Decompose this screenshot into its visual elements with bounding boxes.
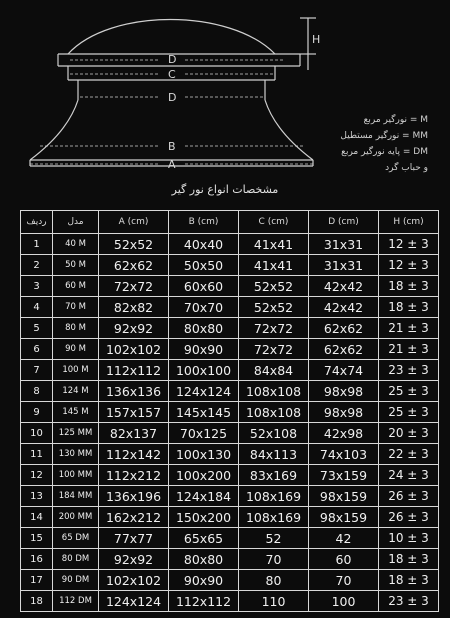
legend-item: و حباب گرد — [385, 163, 428, 173]
model-cell: 112 DM — [53, 591, 99, 612]
dim-b-cell: 124x124 — [169, 381, 239, 402]
dim-h-cell: 18 ± 3 — [379, 297, 439, 318]
dim-a-cell: 77x77 — [99, 528, 169, 549]
model-cell: 65 DM — [53, 528, 99, 549]
label-d-mid: D — [168, 91, 177, 104]
legend-item: MM = نورگیر مستطیل — [340, 131, 428, 141]
dim-b-cell: 112x112 — [169, 591, 239, 612]
model-cell: 70 M — [53, 297, 99, 318]
dim-a-cell: 124x124 — [99, 591, 169, 612]
model-cell: 90 DM — [53, 570, 99, 591]
dim-c-cell: 80 — [239, 570, 309, 591]
dim-h-cell: 20 ± 3 — [379, 423, 439, 444]
model-cell: 100 MM — [53, 465, 99, 486]
dim-a-cell: 62x62 — [99, 255, 169, 276]
dim-a-cell: 52x52 — [99, 234, 169, 255]
dim-d-cell: 62x62 — [309, 318, 379, 339]
dim-b-cell: 70x125 — [169, 423, 239, 444]
model-cell: 90 M — [53, 339, 99, 360]
dim-h-cell: 12 ± 3 — [379, 255, 439, 276]
dim-c-cell: 72x72 — [239, 339, 309, 360]
model-cell: 125 MM — [53, 423, 99, 444]
specs-table — [20, 210, 439, 612]
label-c: C — [168, 68, 176, 81]
dim-c-cell: 72x72 — [239, 318, 309, 339]
dim-h-cell: 25 ± 3 — [379, 381, 439, 402]
model-cell: 130 MM — [53, 444, 99, 465]
dim-b-cell: 40x40 — [169, 234, 239, 255]
dim-a-cell: 112x112 — [99, 360, 169, 381]
dim-h-cell: 18 ± 3 — [379, 570, 439, 591]
dim-a-cell: 92x92 — [99, 549, 169, 570]
legend-item: DM = پایه نورگیر مربع — [341, 147, 428, 157]
dim-h-cell: 10 ± 3 — [379, 528, 439, 549]
dim-a-cell: 136x136 — [99, 381, 169, 402]
model-cell: 184 MM — [53, 486, 99, 507]
table-title: مشخصات انواع نور گیر — [171, 183, 279, 196]
dim-c-cell: 108x108 — [239, 381, 309, 402]
dim-d-cell: 31x31 — [309, 255, 379, 276]
dim-d-cell: 98x159 — [309, 507, 379, 528]
table-row — [21, 528, 439, 549]
dim-a-cell: 72x72 — [99, 276, 169, 297]
dim-a-cell: 92x92 — [99, 318, 169, 339]
table-row — [21, 465, 439, 486]
row-number-cell: 15 — [21, 528, 53, 549]
dim-b-cell: 70x70 — [169, 297, 239, 318]
dim-d-cell: 62x62 — [309, 339, 379, 360]
header-model: مدل — [53, 211, 99, 234]
dim-h-cell: 18 ± 3 — [379, 549, 439, 570]
dim-d-cell: 98x159 — [309, 486, 379, 507]
dim-a-cell: 136x196 — [99, 486, 169, 507]
model-cell: 50 M — [53, 255, 99, 276]
header-c: C (cm) — [239, 211, 309, 234]
dim-c-cell: 52x108 — [239, 423, 309, 444]
row-number-cell: 10 — [21, 423, 53, 444]
dim-c-cell: 70 — [239, 549, 309, 570]
label-b: B — [168, 140, 176, 153]
dim-h-cell: 26 ± 3 — [379, 507, 439, 528]
dim-a-cell: 102x102 — [99, 339, 169, 360]
dim-c-cell: 41x41 — [239, 255, 309, 276]
row-number-cell: 14 — [21, 507, 53, 528]
table-row — [21, 234, 439, 255]
legend — [308, 112, 428, 176]
row-number-cell: 8 — [21, 381, 53, 402]
dim-b-cell: 80x80 — [169, 549, 239, 570]
dim-d-cell: 42x42 — [309, 297, 379, 318]
model-cell: 145 M — [53, 402, 99, 423]
model-cell: 60 M — [53, 276, 99, 297]
dim-b-cell: 100x200 — [169, 465, 239, 486]
dim-d-cell: 73x159 — [309, 465, 379, 486]
dim-d-cell: 100 — [309, 591, 379, 612]
dim-d-cell: 42 — [309, 528, 379, 549]
dim-b-cell: 65x65 — [169, 528, 239, 549]
row-number-cell: 13 — [21, 486, 53, 507]
dim-d-cell: 98x98 — [309, 381, 379, 402]
dim-d-cell: 60 — [309, 549, 379, 570]
dim-c-cell: 108x108 — [239, 402, 309, 423]
dim-c-cell: 84x84 — [239, 360, 309, 381]
table-row — [21, 255, 439, 276]
row-number-cell: 3 — [21, 276, 53, 297]
dim-c-cell: 52x52 — [239, 297, 309, 318]
table-row — [21, 507, 439, 528]
dim-d-cell: 74x103 — [309, 444, 379, 465]
row-number-cell: 4 — [21, 297, 53, 318]
table-row — [21, 360, 439, 381]
dim-c-cell: 41x41 — [239, 234, 309, 255]
dim-b-cell: 124x184 — [169, 486, 239, 507]
dim-d-cell: 98x98 — [309, 402, 379, 423]
dim-a-cell: 112x142 — [99, 444, 169, 465]
dim-c-cell: 84x113 — [239, 444, 309, 465]
table-row — [21, 549, 439, 570]
table-row — [21, 423, 439, 444]
dim-c-cell: 108x169 — [239, 507, 309, 528]
row-number-cell: 1 — [21, 234, 53, 255]
dim-d-cell: 42x98 — [309, 423, 379, 444]
dim-d-cell: 31x31 — [309, 234, 379, 255]
header-row-num: ردیف — [21, 211, 53, 234]
legend-item: M = نورگیر مربع — [363, 115, 428, 125]
dim-h-cell: 25 ± 3 — [379, 402, 439, 423]
dim-h-cell: 12 ± 3 — [379, 234, 439, 255]
dim-c-cell: 83x169 — [239, 465, 309, 486]
dim-b-cell: 50x50 — [169, 255, 239, 276]
table-header-row — [21, 211, 439, 234]
row-number-cell: 12 — [21, 465, 53, 486]
label-a: A — [168, 158, 176, 171]
row-number-cell: 6 — [21, 339, 53, 360]
dim-h-cell: 23 ± 3 — [379, 360, 439, 381]
dim-b-cell: 90x90 — [169, 570, 239, 591]
dim-c-cell: 52x52 — [239, 276, 309, 297]
dim-b-cell: 80x80 — [169, 318, 239, 339]
dim-d-cell: 42x42 — [309, 276, 379, 297]
dim-h-cell: 24 ± 3 — [379, 465, 439, 486]
row-number-cell: 16 — [21, 549, 53, 570]
table-row — [21, 297, 439, 318]
header-b: B (cm) — [169, 211, 239, 234]
dim-b-cell: 145x145 — [169, 402, 239, 423]
dim-b-cell: 100x100 — [169, 360, 239, 381]
label-d-top: D — [168, 53, 177, 66]
dim-a-cell: 102x102 — [99, 570, 169, 591]
dim-a-cell: 157x157 — [99, 402, 169, 423]
table-row — [21, 591, 439, 612]
header-h: H (cm) — [379, 211, 439, 234]
dim-c-cell: 108x169 — [239, 486, 309, 507]
dim-h-cell: 21 ± 3 — [379, 339, 439, 360]
model-cell: 80 DM — [53, 549, 99, 570]
table-row — [21, 339, 439, 360]
dim-h-cell: 18 ± 3 — [379, 276, 439, 297]
dim-h-cell: 26 ± 3 — [379, 486, 439, 507]
dome-outline — [68, 20, 275, 55]
row-number-cell: 18 — [21, 591, 53, 612]
dim-b-cell: 60x60 — [169, 276, 239, 297]
dim-b-cell: 90x90 — [169, 339, 239, 360]
dim-c-cell: 110 — [239, 591, 309, 612]
dim-d-cell: 70 — [309, 570, 379, 591]
table-row — [21, 276, 439, 297]
header-a: A (cm) — [99, 211, 169, 234]
dim-a-cell: 82x137 — [99, 423, 169, 444]
row-number-cell: 17 — [21, 570, 53, 591]
table-row — [21, 570, 439, 591]
dim-a-cell: 162x212 — [99, 507, 169, 528]
dim-c-cell: 52 — [239, 528, 309, 549]
dim-b-cell: 150x200 — [169, 507, 239, 528]
model-cell: 40 M — [53, 234, 99, 255]
label-h: H — [312, 33, 321, 46]
model-cell: 124 M — [53, 381, 99, 402]
table-row — [21, 444, 439, 465]
dim-b-cell: 100x130 — [169, 444, 239, 465]
table-row — [21, 381, 439, 402]
row-number-cell: 9 — [21, 402, 53, 423]
dim-h-cell: 21 ± 3 — [379, 318, 439, 339]
header-d: D (cm) — [309, 211, 379, 234]
row-number-cell: 5 — [21, 318, 53, 339]
model-cell: 200 MM — [53, 507, 99, 528]
dim-a-cell: 112x212 — [99, 465, 169, 486]
dim-d-cell: 74x74 — [309, 360, 379, 381]
dim-h-cell: 23 ± 3 — [379, 591, 439, 612]
table-row — [21, 402, 439, 423]
row-number-cell: 2 — [21, 255, 53, 276]
row-number-cell: 11 — [21, 444, 53, 465]
dim-a-cell: 82x82 — [99, 297, 169, 318]
dim-h-cell: 22 ± 3 — [379, 444, 439, 465]
table-row — [21, 486, 439, 507]
model-cell: 100 M — [53, 360, 99, 381]
table-row — [21, 318, 439, 339]
model-cell: 80 M — [53, 318, 99, 339]
row-number-cell: 7 — [21, 360, 53, 381]
